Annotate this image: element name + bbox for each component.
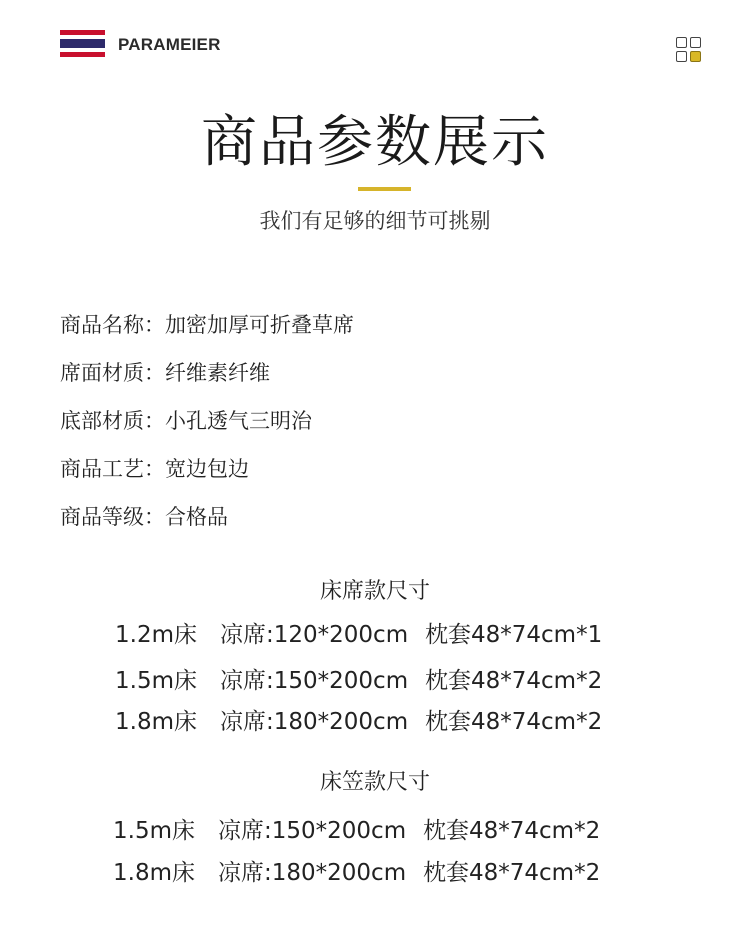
bed-size: 1.5m床	[113, 818, 195, 844]
section-title-fitted: 床笠款尺寸	[319, 770, 430, 795]
size-row	[115, 666, 602, 696]
spec-row-name	[60, 309, 354, 357]
spec-row-bottom	[60, 405, 354, 453]
mat-size: 凉席:180*200cm	[220, 709, 409, 735]
size-row	[113, 858, 600, 888]
pillow-size: 枕套48*74cm*2	[423, 818, 601, 844]
section-title-mat: 床席款尺寸	[319, 579, 430, 604]
size-row	[115, 707, 602, 737]
spec-row-grade	[60, 501, 354, 549]
pillow-size: 枕套48*74cm*2	[425, 668, 603, 694]
spec-value: 加密加厚可折叠草席	[165, 313, 354, 337]
title-underline	[358, 187, 411, 191]
size-row	[113, 816, 600, 846]
spec-value: 小孔透气三明治	[165, 409, 312, 433]
spec-row-surface	[60, 357, 354, 405]
bed-size: 1.8m床	[115, 709, 197, 735]
pillow-size: 枕套48*74cm*1	[425, 622, 603, 648]
grid-menu-icon[interactable]	[676, 37, 703, 64]
thailand-flag-icon	[60, 30, 105, 59]
brand-name: PARAMEIER	[118, 35, 221, 54]
page-subtitle: 我们有足够的细节可挑剔	[259, 209, 491, 233]
spec-value: 纤维素纤维	[165, 361, 270, 385]
size-row	[115, 620, 602, 650]
spec-label: 商品工艺：	[60, 457, 165, 481]
pillow-size: 枕套48*74cm*2	[423, 860, 601, 886]
spec-label: 席面材质：	[60, 361, 165, 385]
bed-size: 1.5m床	[115, 668, 197, 694]
page-title: 商品参数展示	[201, 110, 549, 175]
spec-row-craft	[60, 453, 354, 501]
mat-size: 凉席:120*200cm	[220, 622, 409, 648]
pillow-size: 枕套48*74cm*2	[425, 709, 603, 735]
mat-size: 凉席:180*200cm	[218, 860, 407, 886]
bed-size: 1.2m床	[115, 622, 197, 648]
mat-size: 凉席:150*200cm	[218, 818, 407, 844]
spec-label: 底部材质：	[60, 409, 165, 433]
spec-list	[60, 309, 354, 549]
spec-label: 商品等级：	[60, 505, 165, 529]
spec-value: 合格品	[165, 505, 228, 529]
bed-size: 1.8m床	[113, 860, 195, 886]
mat-size: 凉席:150*200cm	[220, 668, 409, 694]
spec-label: 商品名称：	[60, 313, 165, 337]
spec-value: 宽边包边	[165, 457, 249, 481]
